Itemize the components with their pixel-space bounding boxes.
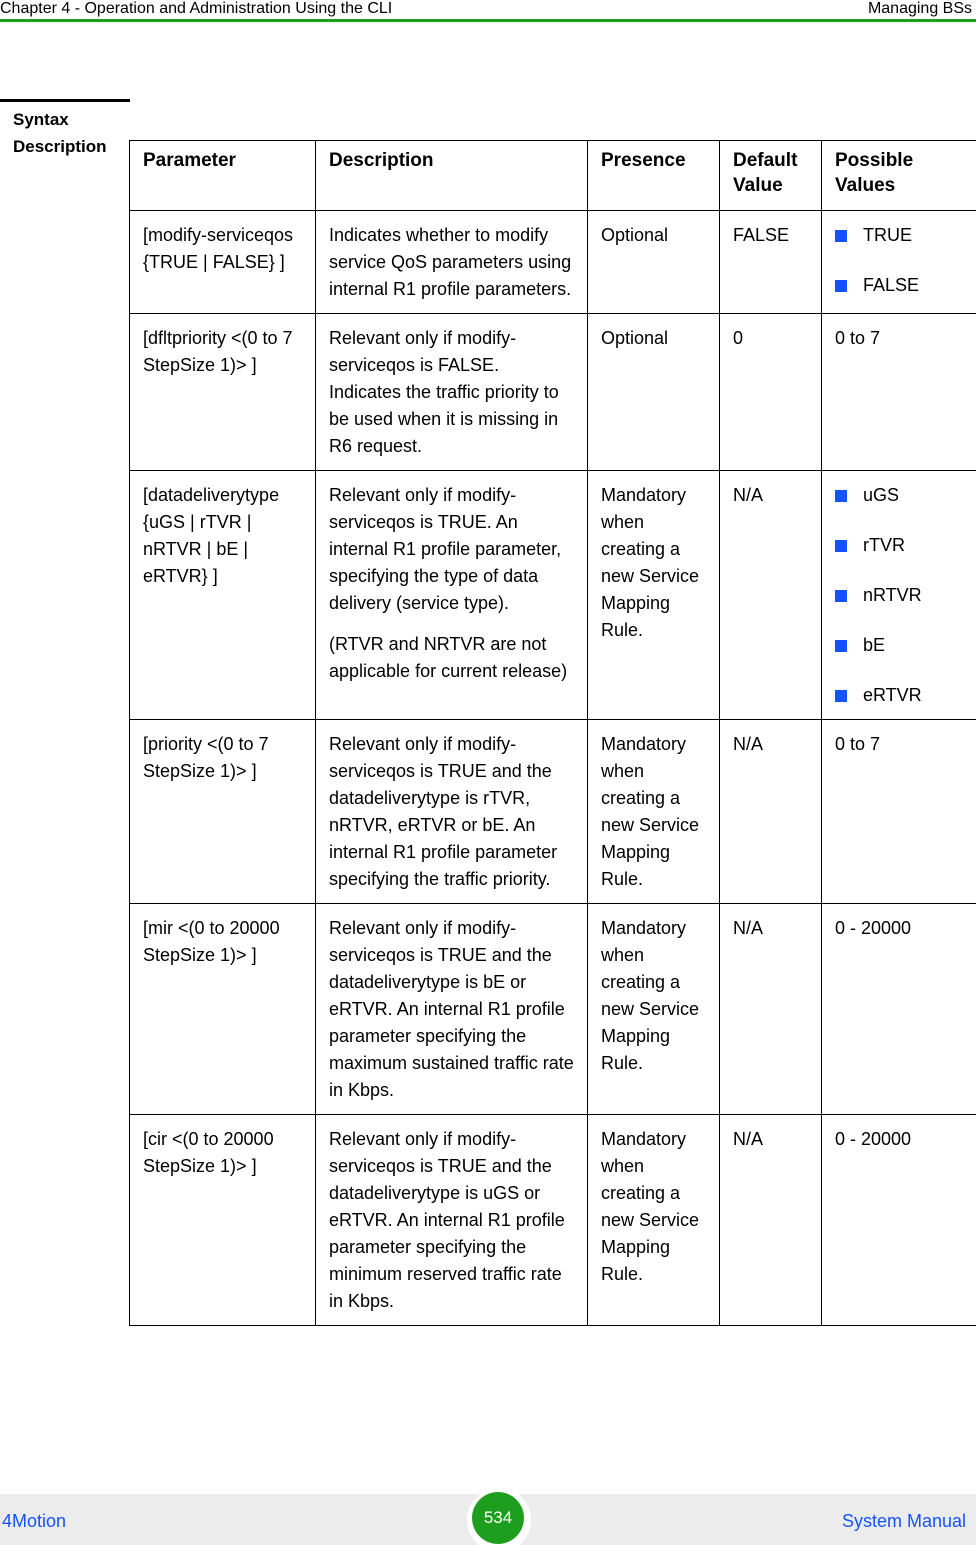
table-header-row [130, 141, 976, 211]
manual-name: System Manual [841, 1511, 966, 1531]
table-row [130, 904, 976, 1115]
syntax-description-label: Syntax Description [13, 110, 107, 156]
table-row [130, 314, 976, 471]
header-description: Description [316, 141, 588, 211]
default-cell: 0 [720, 314, 822, 471]
page-header [0, 0, 976, 22]
section-title: Managing BSs [867, 0, 972, 17]
default-cell: N/A [720, 1115, 822, 1326]
presence-cell: Mandatory when creating a new Service Mapping Rule. [588, 720, 720, 904]
description-cell: Relevant only if modify-serviceqos is TRUE and the datadeliverytype is bE or eRTVR. An internal R1 profile parameter specifying the maximum sustained traffic rate in Kbps. [316, 904, 588, 1115]
parameter-cell: [mir <(0 to 20000 StepSize 1)> ] [130, 904, 316, 1115]
header-possible-values: Possible Values [822, 141, 976, 211]
bullet-icon [835, 590, 847, 602]
bullet-icon [835, 230, 847, 242]
possible-values-cell: 0 - 20000 [822, 904, 976, 1115]
description-cell: Indicates whether to modify service QoS parameters using internal R1 profile parameters. [316, 211, 588, 314]
default-cell: N/A [720, 720, 822, 904]
possible-values-cell [822, 471, 976, 720]
list-item: TRUE [835, 222, 964, 249]
table-row [130, 471, 976, 720]
presence-cell: Optional [588, 211, 720, 314]
header-parameter: Parameter [130, 141, 316, 211]
description-cell: Relevant only if modify-serviceqos is TRUE and the datadeliverytype is uGS or eRTVR. An internal R1 profile parameter specifying the minimum reserved traffic rate in Kbps. [316, 1115, 588, 1326]
description-cell [316, 471, 588, 720]
page-number: 534 [472, 1492, 524, 1544]
list-item: eRTVR [835, 682, 964, 709]
presence-cell: Mandatory when creating a new Service Mapping Rule. [588, 1115, 720, 1326]
default-cell: N/A [720, 471, 822, 720]
description-note: (RTVR and NRTVR are not applicable for current release) [329, 634, 568, 681]
bullet-icon [835, 690, 847, 702]
bullet-icon [835, 490, 847, 502]
presence-cell: Mandatory when creating a new Service Mapping Rule. [588, 904, 720, 1115]
possible-values-cell: 0 to 7 [822, 720, 976, 904]
default-cell: FALSE [720, 211, 822, 314]
list-item: rTVR [835, 532, 964, 559]
parameter-cell: [priority <(0 to 7 StepSize 1)> ] [130, 720, 316, 904]
list-item: nRTVR [835, 582, 964, 609]
header-presence: Presence [588, 141, 720, 211]
table-row [130, 1115, 976, 1326]
parameter-cell: [datadeliverytype {uGS | rTVR | nRTVR | bE | eRTVR} ] [130, 471, 316, 720]
possible-values-cell: 0 - 20000 [822, 1115, 976, 1326]
parameters-table [129, 140, 976, 1326]
default-cell: N/A [720, 904, 822, 1115]
presence-cell: Optional [588, 314, 720, 471]
list-item: uGS [835, 482, 964, 509]
table-row [130, 211, 976, 314]
description-cell: Relevant only if modify-serviceqos is TRUE and the datadeliverytype is rTVR, nRTVR, eRTVR or bE. An internal R1 profile parameter specifying the traffic priority. [316, 720, 588, 904]
parameter-cell: [modify-serviceqos {TRUE | FALSE} ] [130, 211, 316, 314]
bullet-icon [835, 280, 847, 292]
header-default-value: Default Value [720, 141, 822, 211]
possible-values-cell: 0 to 7 [822, 314, 976, 471]
table-row [130, 720, 976, 904]
chapter-title: Chapter 4 - Operation and Administration Using the CLI [0, 0, 393, 17]
list-item: bE [835, 632, 964, 659]
possible-values-cell [822, 211, 976, 314]
parameter-cell: [cir <(0 to 20000 StepSize 1)> ] [130, 1115, 316, 1326]
section-divider [0, 99, 130, 102]
description-cell: Relevant only if modify-serviceqos is FALSE. Indicates the traffic priority to be used when it is missing in R6 request. [316, 314, 588, 471]
bullet-icon [835, 640, 847, 652]
bullet-icon [835, 540, 847, 552]
description-text: Relevant only if modify-serviceqos is TRUE. An internal R1 profile parameter, specifying the type of data delivery (service type). [329, 485, 562, 613]
parameter-cell: [dfltpriority <(0 to 7 StepSize 1)> ] [130, 314, 316, 471]
product-name: 4Motion [2, 1511, 67, 1531]
presence-cell: Mandatory when creating a new Service Mapping Rule. [588, 471, 720, 720]
list-item: FALSE [835, 272, 964, 299]
page-footer [0, 1494, 976, 1545]
